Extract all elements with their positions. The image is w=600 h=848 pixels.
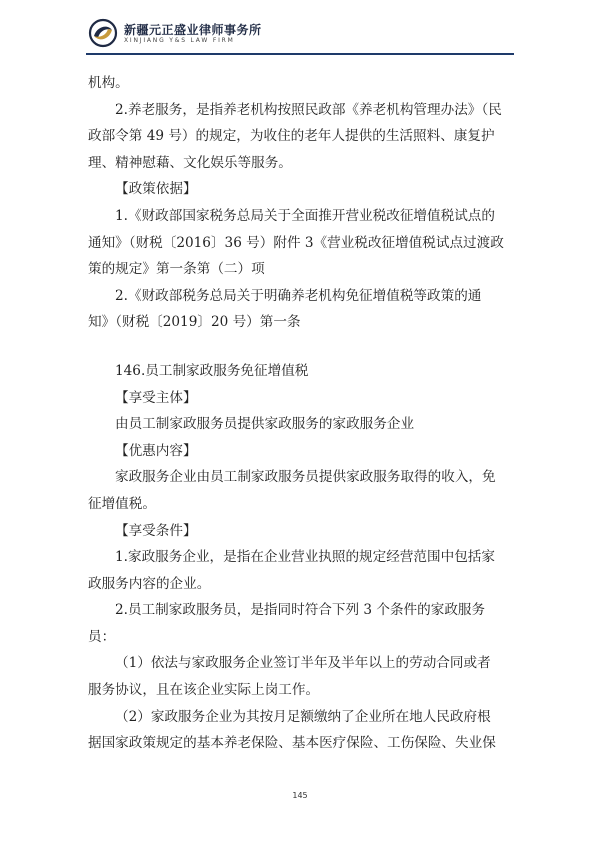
text-line: 政服务内容的企业。	[88, 575, 211, 592]
text-line: 政部令第 49 号）的规定，为收住的老年人提供的生活照料、康复护	[88, 128, 495, 145]
text-line: 征增值税。	[88, 495, 156, 512]
text-line: 2.养老服务，是指养老机构按照民政部《养老机构管理办法》（民	[115, 101, 502, 118]
text-line: 2.《财政部税务总局关于明确养老机构免征增值税等政策的通	[115, 287, 482, 304]
page-header	[88, 18, 518, 52]
firm-name-en: XINJIANG Y&S LAW FIRM	[124, 37, 235, 44]
item-title: 146.员工制家政服务免征增值税	[115, 362, 309, 379]
text-line: 家政服务企业由员工制家政服务员提供家政服务取得的收入，免	[115, 469, 496, 486]
text-line: 1.家政服务企业，是指在企业营业执照的规定经营范围中包括家	[115, 549, 495, 566]
text-line: 机构。	[88, 75, 129, 91]
text-line: （1）依法与家政服务企业签订半年及半年以上的劳动合同或者	[115, 655, 491, 672]
text-line: 服务协议，且在该企业实际上岗工作。	[88, 682, 320, 699]
text-line: 2.员工制家政服务员，是指同时符合下列 3 个条件的家政服务	[115, 602, 486, 619]
text-line: 理、精神慰藉、文化娱乐等服务。	[88, 154, 292, 171]
section-heading: 【政策依据】	[115, 181, 197, 198]
text-line: 据国家政策规定的基本养老保险、基本医疗保险、工伤保险、失业保	[88, 735, 496, 752]
paragraph-gap	[88, 336, 514, 358]
text-line: 策的规定》第一条第（二）项	[88, 261, 265, 278]
firm-name-cn: 新疆元正盛业律师事务所	[124, 23, 262, 37]
text-line: 员：	[88, 628, 116, 645]
text-line: 通知》（财税〔2016〕36 号）附件 3《营业税改征增值税试点过渡政	[88, 234, 504, 251]
section-heading: 【优惠内容】	[115, 442, 197, 459]
page-number: 145	[292, 791, 308, 800]
text-line: 知》（财税〔2019〕20 号）第一条	[88, 314, 301, 331]
section-heading: 【享受条件】	[115, 522, 197, 539]
text-line: 1.《财政部国家税务总局关于全面推开营业税改征增值税试点的	[115, 207, 495, 224]
firm-logo-icon	[88, 18, 118, 48]
header-divider	[86, 53, 514, 55]
document-body	[88, 70, 514, 757]
text-line: 由员工制家政服务员提供家政服务的家政服务企业	[115, 416, 415, 433]
section-heading: 【享受主体】	[115, 389, 197, 406]
text-line: （2）家政服务企业为其按月足额缴纳了企业所在地人民政府根	[115, 708, 491, 725]
